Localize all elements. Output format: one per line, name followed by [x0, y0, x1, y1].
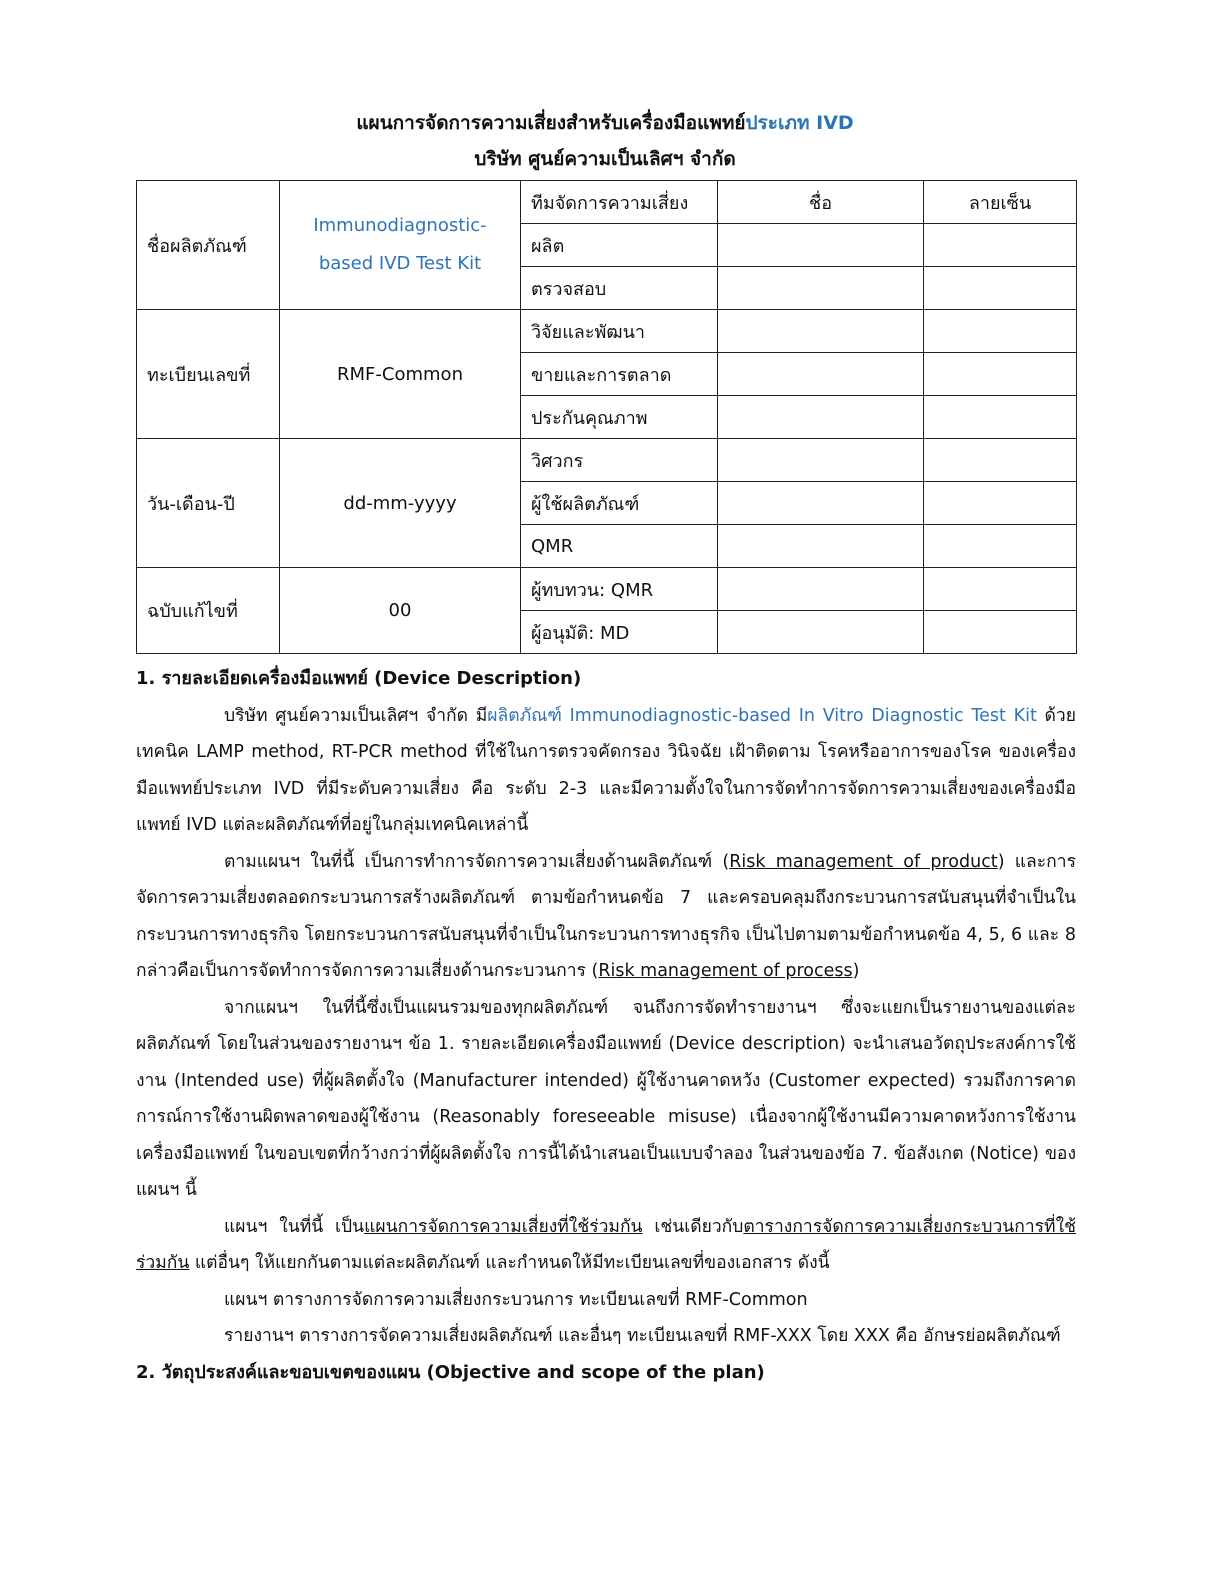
- section1-paragraph-1: บริษัท ศูนย์ความเป็นเลิศฯ จำกัด มีผลิตภัณฑ์ Immunodiagnostic-based In Vitro Diagnostic Test Kit ด้วยเทคนิค LAMP method, RT-PCR method ที่ใช้ในการตรวจคัดกรอง วินิจฉัย เฝ้าติดตาม โรคหรืออาการของโรค ของเครื่องมือแพทย์ประเภท IVD ที่มีระดับความเสี่ยง คือ ระดับ 2-3 และมีความตั้งใจในการจัดทำการจัดการความเสี่ยงของเครื่องมือแพทย์ IVD แต่ละผลิตภัณฑ์ที่อยู่ในกลุ่มเทคนิคเหล่านี้: [136, 705, 1076, 835]
- team-row-label: ผู้ใช้ผลิตภัณฑ์: [521, 482, 718, 525]
- section1-paragraph-6: รายงานฯ ตารางการจัดความเสี่ยงผลิตภัณฑ์ และอื่นๆ ทะเบียนเลขที่ RMF-XXX โดย XXX คือ อักษรย่อผลิตภัณฑ์: [224, 1326, 1061, 1346]
- risk-management-of-product: Risk management of product: [729, 851, 998, 872]
- team-row-label: ขายและการตลาด: [521, 353, 718, 396]
- team-row-label: ประกันคุณภาพ: [521, 396, 718, 439]
- product-name-highlight: ผลิตภัณฑ์ Immunodiagnostic-based In Vitro Diagnostic Test Kit: [487, 705, 1037, 726]
- title-accent: ประเภท IVD: [745, 112, 854, 134]
- shared-risk-plan: แผนการจัดการความเสี่ยงที่ใช้ร่วมกัน: [364, 1216, 643, 1237]
- section1-paragraph-5: แผนฯ ตารางการจัดการความเสี่ยงกระบวนการ ทะเบียนเลขที่ RMF-Common: [224, 1289, 808, 1310]
- date-value: dd-mm-yyyy: [280, 439, 521, 568]
- section1-paragraph-4: แผนฯ ในที่นี้ เป็นแผนการจัดการความเสี่ยงที่ใช้ร่วมกัน เช่นเดียวกับตารางการจัดการความเสี่ยงกระบวนการที่ใช้ร่วมกัน แต่อื่นๆ ให้แยกกันตามแต่ละผลิตภัณฑ์ และกำหนดให้มีทะเบียนเลขที่ของเอกสาร ดังนี้: [136, 1216, 1077, 1273]
- signature-cell: [924, 267, 1077, 310]
- name-cell: [718, 353, 924, 396]
- section1-heading: 1. รายละเอียดเครื่องมือแพทย์ (Device Description): [136, 668, 582, 689]
- name-cell: [718, 568, 924, 611]
- section2-heading: 2. วัตถุประสงค์และขอบเขตของแผน (Objective and scope of the plan): [136, 1361, 765, 1383]
- signature-cell: [924, 310, 1077, 353]
- signature-column-header: ลายเซ็น: [924, 181, 1077, 224]
- name-cell: [718, 439, 924, 482]
- title-main: แผนการจัดการความเสี่ยงสำหรับเครื่องมือแพทย์: [356, 112, 746, 134]
- team-row-label: ผู้ทบทวน: QMR: [521, 568, 718, 611]
- risk-management-of-process: Risk management of process: [598, 961, 853, 981]
- document-control-table: [136, 180, 1077, 654]
- signature-cell: [924, 568, 1077, 611]
- signature-cell: [924, 353, 1077, 396]
- registration-value: RMF-Common: [280, 310, 521, 439]
- name-cell: [718, 224, 924, 267]
- name-cell: [718, 482, 924, 525]
- section1-paragraph-3: จากแผนฯ ในที่นี้ซึ่งเป็นแผนรวมของทุกผลิตภัณฑ์ จนถึงการจัดทำรายงานฯ ซึ่งจะแยกเป็นรายงานของแต่ละผลิตภัณฑ์ โดยในส่วนของรายงานฯ ข้อ 1. รายละเอียดเครื่องมือแพทย์ (Device description) จะนำเสนอวัตถุประสงค์การใช้งาน (Intended use) ที่ผู้ผลิตตั้งใจ (Manufacturer intended) ผู้ใช้งานคาดหวัง (Customer expected) รวมถึงการคาดการณ์การใช้งานผิดพลาดของผู้ใช้งาน (Reasonably foreseeable misuse) เนื่องจากผู้ใช้งานมีความคาดหวังการใช้งานเครื่องมือแพทย์ ในขอบเขตที่กว้างกว่าที่ผู้ผลิตตั้งใจ การนี้ได้นำเสนอเป็นแบบจำลอง ในส่วนของข้อ 7. ข้อสังเกต (Notice) ของแผนฯ นี้: [136, 997, 1076, 1200]
- name-cell: [718, 611, 924, 654]
- section1-paragraph-2: ตามแผนฯ ในที่นี้ เป็นการทำการจัดการความเสี่ยงด้านผลิตภัณฑ์ (Risk management of product) และการจัดการความเสี่ยงตลอดกระบวนการสร้างผลิตภัณฑ์ ตามข้อกำหนดข้อ 7 และครอบคลุมถึงกระบวนการสนับสนุนที่จำเป็นในกระบวนการทางธุรกิจ โดยกระบวนการสนับสนุนที่จำเป็นในกระบวนการทางธุรกิจ เป็นไปตามตามข้อกำหนดข้อ 4, 5, 6 และ 8 กล่าวคือเป็นการจัดทำการจัดการความเสี่ยงด้านกระบวนการ (Risk management of process): [136, 851, 1076, 981]
- registration-label: ทะเบียนเลขที่: [137, 310, 280, 439]
- signature-cell: [924, 224, 1077, 267]
- revision-value: 00: [280, 568, 521, 654]
- team-row-label: ตรวจสอบ: [521, 267, 718, 310]
- date-label: วัน-เดือน-ปี: [137, 439, 280, 568]
- name-column-header: ชื่อ: [718, 181, 924, 224]
- name-cell: [718, 267, 924, 310]
- team-row-label: วิจัยและพัฒนา: [521, 310, 718, 353]
- name-cell: [718, 396, 924, 439]
- signature-cell: [924, 611, 1077, 654]
- team-column-header: ทีมจัดการความเสี่ยง: [521, 181, 718, 224]
- team-row-label: ผู้อนุมัติ: MD: [521, 611, 718, 654]
- team-row-label: วิศวกร: [521, 439, 718, 482]
- name-cell: [718, 310, 924, 353]
- product-value: Immunodiagnostic-based IVD Test Kit: [280, 181, 521, 310]
- shared-process-risk-table: ตารางการจัดการความเสี่ยงกระบวนการที่ใช้ร่วมกัน: [136, 1216, 1077, 1273]
- name-cell: [718, 525, 924, 568]
- company-name: บริษัท ศูนย์ความเป็นเลิศฯ จำกัด: [474, 148, 736, 170]
- signature-cell: [924, 439, 1077, 482]
- signature-cell: [924, 482, 1077, 525]
- product-label: ชื่อผลิตภัณฑ์: [137, 181, 280, 310]
- team-row-label: QMR: [521, 525, 718, 568]
- team-row-label: ผลิต: [521, 224, 718, 267]
- signature-cell: [924, 525, 1077, 568]
- revision-label: ฉบับแก้ไขที่: [137, 568, 280, 654]
- document-body: [136, 661, 1076, 1391]
- signature-cell: [924, 396, 1077, 439]
- document-title: [0, 108, 1210, 138]
